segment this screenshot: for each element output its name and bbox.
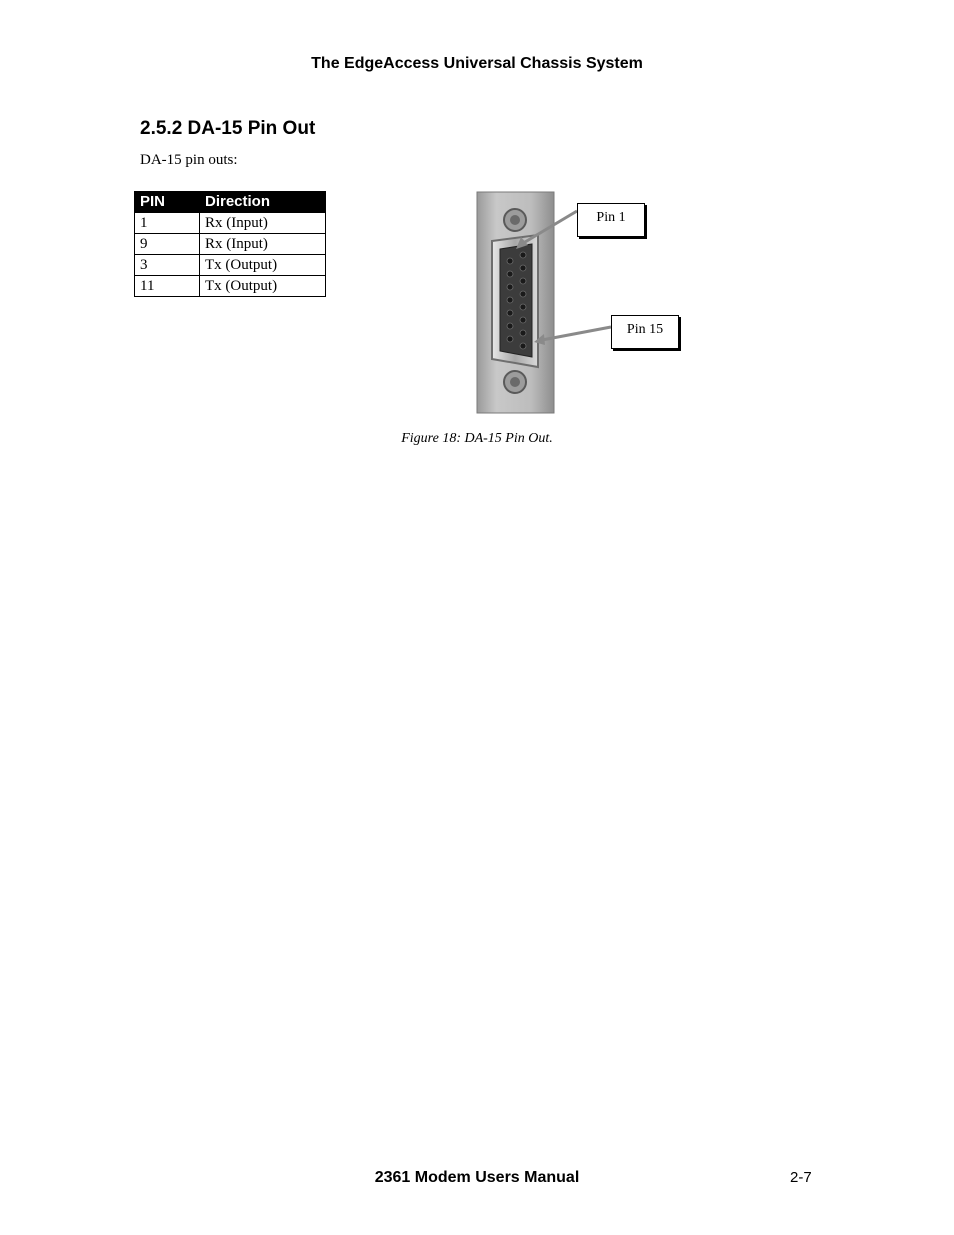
- table-header-row: [135, 192, 326, 213]
- connector-insert: [500, 244, 532, 357]
- pin-cell: 11: [135, 276, 200, 297]
- direction-cell: Tx (Output): [200, 255, 326, 276]
- da15-connector-figure: [476, 191, 686, 415]
- pin-cell: 9: [135, 234, 200, 255]
- intro-text: DA-15 pin outs:: [140, 152, 238, 168]
- running-header: The EdgeAccess Universal Chassis System: [311, 55, 643, 72]
- pin-cell: 3: [135, 255, 200, 276]
- figure-caption: Figure 18: DA-15 Pin Out.: [401, 431, 553, 446]
- page-number: 2-7: [790, 1169, 812, 1186]
- direction-cell: Tx (Output): [200, 276, 326, 297]
- column-header-direction: Direction: [200, 192, 326, 213]
- pin15-callout: Pin 15: [611, 315, 679, 349]
- running-footer: 2361 Modem Users Manual: [374, 1169, 580, 1186]
- direction-cell: Rx (Input): [200, 234, 326, 255]
- table-row: [135, 213, 326, 234]
- pin-cell: 1: [135, 213, 200, 234]
- direction-cell: Rx (Input): [200, 213, 326, 234]
- pin1-callout: Pin 1: [577, 203, 645, 237]
- column-header-pin: PIN: [135, 192, 200, 213]
- section-heading: 2.5.2 DA-15 Pin Out: [140, 118, 316, 139]
- table-row: [135, 234, 326, 255]
- pin-table: [134, 191, 326, 297]
- table-row: [135, 276, 326, 297]
- table-row: [135, 255, 326, 276]
